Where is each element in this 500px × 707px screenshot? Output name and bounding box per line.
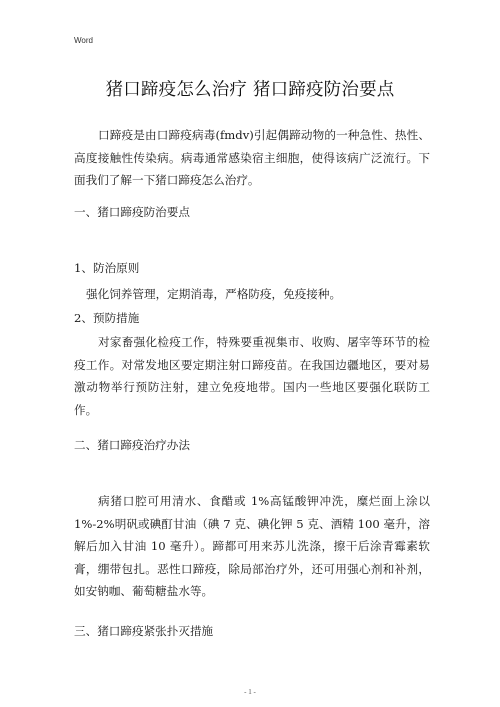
section2-heading: 二、猪口蹄疫治疗办法	[74, 438, 190, 452]
section1-heading: 一、猪口蹄疫防治要点	[74, 205, 190, 219]
section2-text: 病猪口腔可用清水、食醋或 1%高锰酸钾冲洗，糜烂面上涂以 1%-2%明矾或碘酊甘油（碘 7 克、碘化钾 5 克、酒精 100 毫升，溶解后加入甘油 10 毫升）。蹄都可用来苏儿洗涤，擦干后涂青霉素软膏，绷带包扎。恶性口蹄疫，除局部治疗外，还可用强心剂和补剂，如安钠咖、葡萄糖盐水等。	[74, 494, 430, 598]
header-app-label: Word	[74, 36, 93, 45]
intro-paragraph: 口蹄疫是由口蹄疫病毒(fmdv)引起偶蹄动物的一种急性、热性、高度接触性传染病。病毒通常感染宿主细胞，使得该病广泛流行。下面我们了解一下猪口蹄疫怎么治疗。	[74, 128, 430, 187]
section3-heading: 三、猪口蹄疫紧张扑灭措施	[74, 624, 214, 638]
item1-text: 强化饲养管理，定期消毒，严格防疫，免疫接种。	[86, 287, 342, 301]
item1-heading: 1、防治原则	[74, 261, 140, 275]
document-title: 猪口蹄疫怎么治疗 猪口蹄疫防治要点	[105, 80, 395, 100]
item2-heading: 2、预防措施	[74, 311, 140, 325]
page-number: - 1 -	[244, 688, 256, 696]
item2-text: 对家畜强化检疫工作，特殊要重视集市、收购、屠宰等环节的检疫工作。对常发地区要定期注射口蹄疫苗。在我国边疆地区，要对易激动物举行预防注射，建立免疫地带。国内一些地区要强化联防工作。	[74, 335, 430, 417]
